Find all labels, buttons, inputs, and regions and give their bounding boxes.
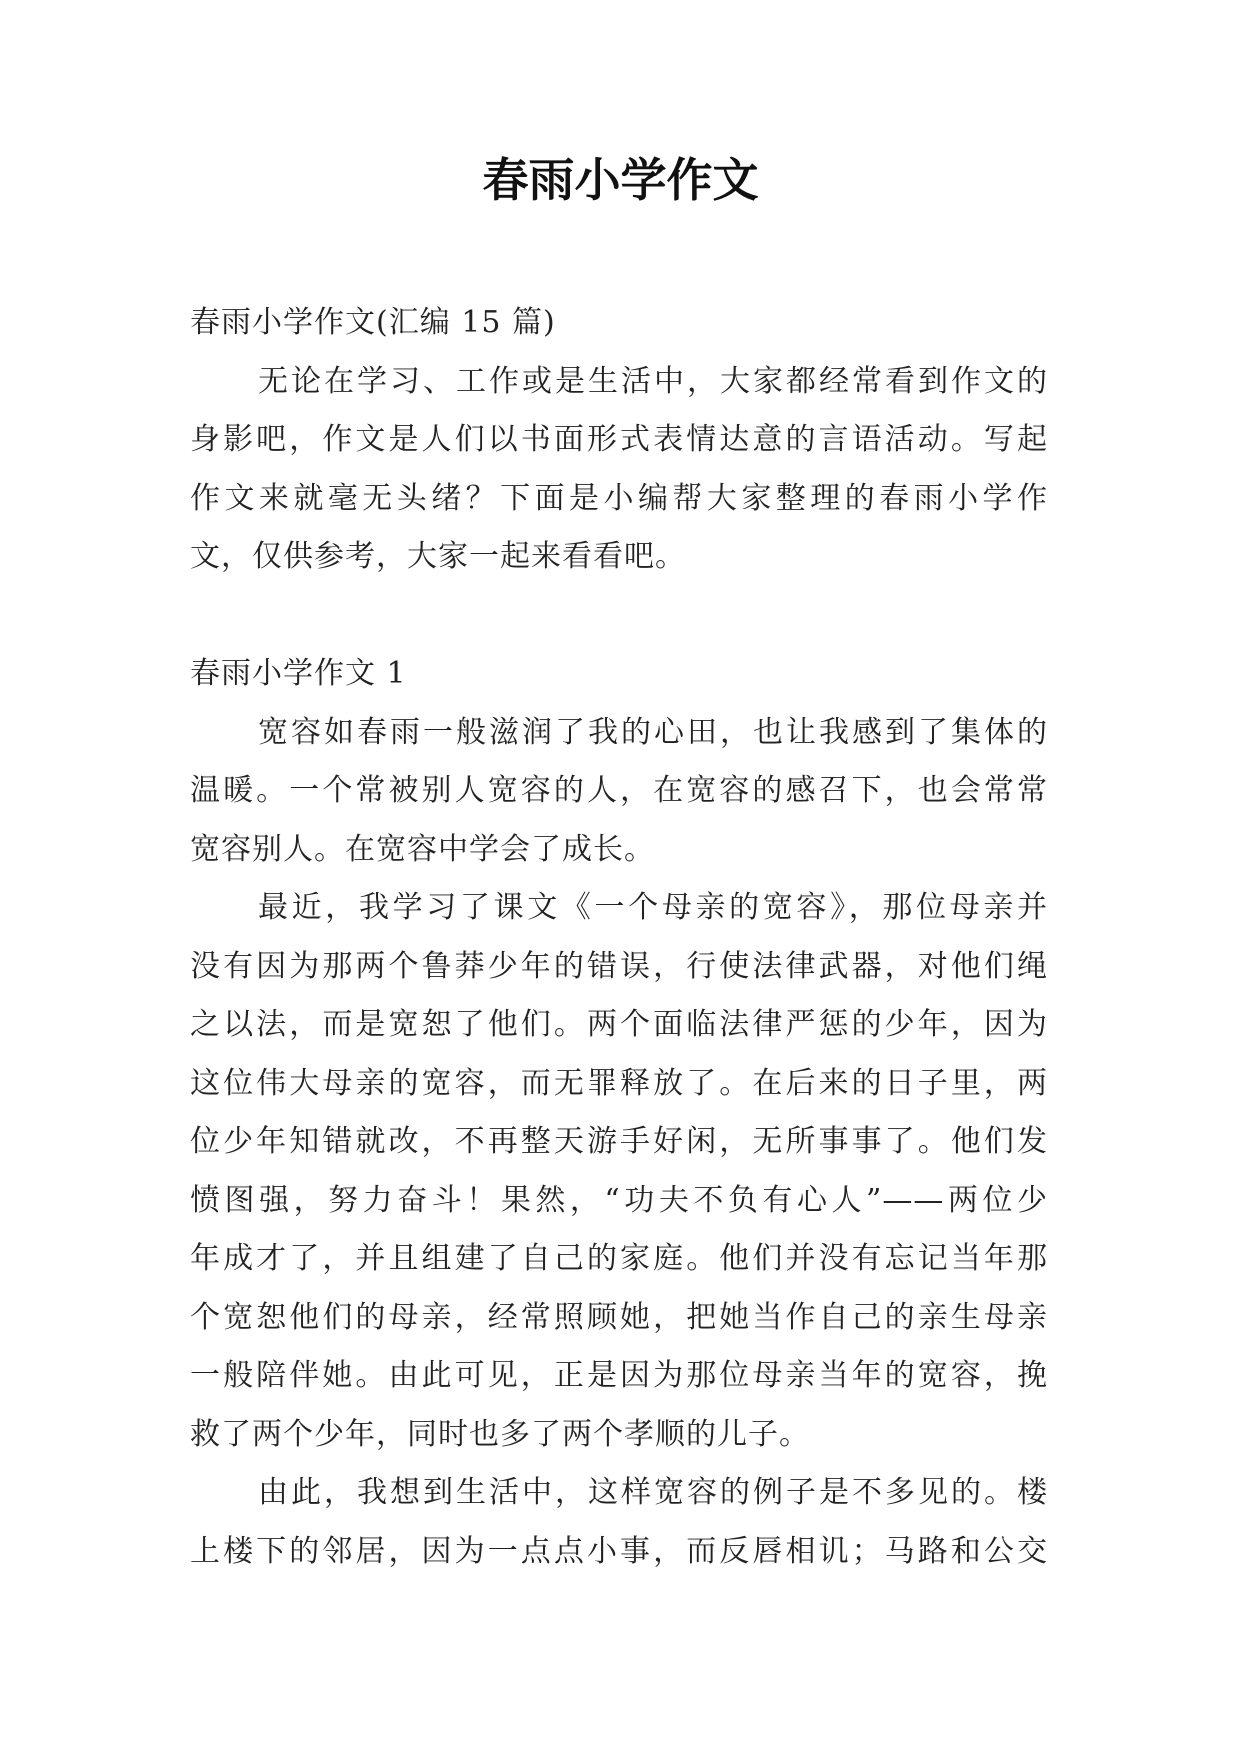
section-heading: 春雨小学作文 1 <box>190 656 407 691</box>
intro-line: 无论在学习、工作或是生活中，大家都经常看到作文的 <box>258 363 1048 399</box>
paragraph-line: 年成才了，并且组建了自己的家庭。他们并没有忘记当年那 <box>190 1241 1048 1276</box>
paragraph-line: 宽容如春雨一般滋润了我的心田，也让我感到了集体的 <box>258 714 1048 750</box>
paragraph-line: 位少年知错就改，不再整天游手好闲，无所事事了。他们发 <box>190 1124 1048 1159</box>
paragraph-1 <box>190 704 1048 880</box>
paragraph-line: 这位伟大母亲的宽容，而无罪释放了。在后来的日子里，两 <box>190 1065 1048 1101</box>
document-subtitle: 春雨小学作文(汇编 15 篇) <box>190 305 556 340</box>
document-title: 春雨小学作文 <box>482 153 759 207</box>
paragraph-line: 上楼下的邻居，因为一点点小事，而反唇相讥；马路和公交 <box>190 1533 1048 1569</box>
paragraph-line: 宽容别人。在宽容中学会了成长。 <box>190 831 655 867</box>
paragraph-line: 温暖。一个常被别人宽容的人，在宽容的感召下，也会常常 <box>190 773 1048 808</box>
paragraph-line: 愤图强，努力奋斗！果然，“功夫不负有心人”——两位少 <box>190 1182 1048 1218</box>
intro-line: 文，仅供参考，大家一起来看看吧。 <box>190 539 686 574</box>
intro-line: 作文来就毫无头绪？下面是小编帮大家整理的春雨小学作 <box>190 480 1048 516</box>
paragraph-line: 由此，我想到生活中，这样宽容的例子是不多见的。楼 <box>258 1475 1048 1510</box>
intro-line: 身影吧，作文是人们以书面形式表情达意的言语活动。写起 <box>190 422 1048 457</box>
paragraph-line: 最近，我学习了课文《一个母亲的宽容》，那位母亲并 <box>258 890 1048 925</box>
paragraph-2 <box>190 879 1048 1464</box>
paragraph-line: 救了两个少年，同时也多了两个孝顺的儿子。 <box>190 1416 810 1452</box>
paragraph-line: 之以法，而是宽恕了他们。两个面临法律严惩的少年，因为 <box>190 1007 1048 1042</box>
paragraph-line: 没有因为那两个鲁莽少年的错误，行使法律武器，对他们绳 <box>190 948 1048 984</box>
paragraph-line: 个宽恕他们的母亲，经常照顾她，把她当作自己的亲生母亲 <box>190 1299 1048 1335</box>
paragraph-gap <box>190 587 1048 646</box>
intro-paragraph <box>190 353 1048 587</box>
paragraph-3 <box>190 1464 1048 1581</box>
document-body <box>190 294 1048 1581</box>
paragraph-line: 一般陪伴她。由此可见，正是因为那位母亲当年的宽容，挽 <box>190 1358 1048 1393</box>
